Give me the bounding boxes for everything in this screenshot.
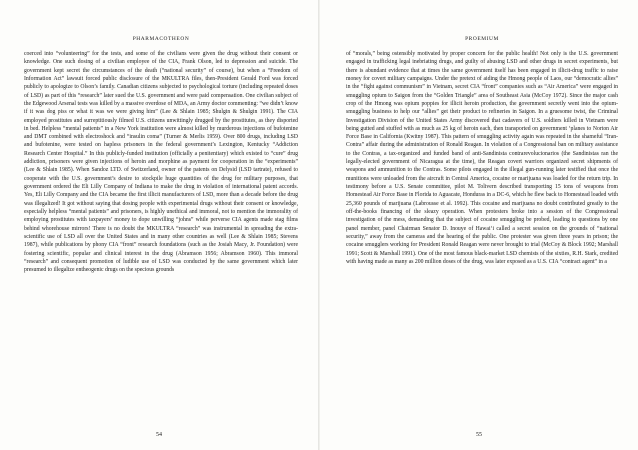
running-head-left: PHARMACOTHEON: [132, 36, 190, 42]
left-page: [0, 0, 318, 450]
page-number-right: 55: [476, 432, 482, 438]
right-page-body: of “morals,” being ostensibly motivated by proper concern for the public health! Not only is the U.S. government engaged in trafficking legal inebriating drugs, and guilty of abusing LSD and other drugs in secret experiments, but there is abundant evidence that at times the same government itself has been engaged in illicit-drug traffic to raise money for covert military campaigns. Under the pretext of aiding the Hmong people of Laos, our “democratic allies” in the “fight against communism” in Vietnam, secret CIA “front” companies such as “Air America” were engaged in smuggling opium to Saigon from the “Golden Triangle” area of Southeast Asia (McCoy 1972). Since the major cash crop of the Hmong was opium poppies for illicit heroin production, the government secretly went into the opium-smuggling business to help our “allies” get their product to refineries in Saigon. In a gruesome twist, the Criminal Investigation Division of the United States Army discovered that cadavers of U.S. soldiers killed in Vietnam were being gutted and stuffed with as much as 25 kg of heroin each, then transported on government ‘planes to Norton Air Force Base in California (Kwitny 1987). This pattern of smuggling activity again was repeated in the shameful “Iran-Contra” affair during the administration of Ronald Reagan. In violation of a Congressional ban on military assistance to the Contras, a tax-organized and funded band of anti-Sandinista contrarevolucionarios (the Sandinistas ran the legally-elected government of Nicaragua at the time), the Reagan covert warriors organized secret shipments of weapons and ammunition to the Contras. Some pilots engaged in the illegal gun-running later testified that once the munitions were unloaded from the aircraft in Central America, cocaine or marijuana was loaded for the return trip. In testimony before a U.S. Senate committee, pilot M. Tolivern described transporting 15 tons of weapons from Homestead Air Force Base in Florida to Aguacate, Honduras in a DC-6, which he flew back to Homestead loaded with 25,360 pounds of marijuana (Labrousse et al. 1992). This cocaine and marijuana no doubt contributed greatly to the off-the-books financing of the sleazy operation. When protesters broke into a session of the Congressional investigation of the mess, demanding that the subject of cocaine smuggling be probed, leading to questions by one panel member, panel Chairman Senator D. Inouye of Hawai‘i called a secret session on the grounds of “national security,” away from the cameras and the hearing of the public. One protester was given three years in prison; the cocaine smugglers working for President Ronald Reagan were never brought to trial (McCoy & Block 1992; Marshall 1991; Scott & Marshall 1991). One of the most famous black-market LSD chemists of the sixties, R.H. Stark, credited with having made as many as 200 million doses of the drug, was later exposed as a U.S. CIA “contract agent” in a: [346, 51, 618, 265]
page-number-left: 54: [156, 432, 162, 438]
right-page: [320, 0, 638, 450]
running-head-right: PROEMIUM: [465, 36, 499, 42]
left-page-body: coerced into “volunteering” for the tests, and some of the civilians were given the drug without their consent or knowledge. One such dosing of a civilian employee of the CIA, Frank Olson, led to depression and suicide. The government kept secret the circumstances of the death (“national security” of course), but when a “Freedom of Information Act” lawsuit forced public disclosure of the MKULTRA files, then-President Gerald Ford was forced publicly to apologize to Olson’s family. Canadian citizens subjected to psychological torture (including repeated doses of LSD) as part of this “research” later sued the U.S. government and were paid compensation. One civilian subject of the Edgewood Arsenal tests was killed by a massive overdose of MDA, an Army doctor commenting: “we didn’t know if it was dog piss or what it was we were giving him” (Lee & Shlain 1985; Shulgin & Shulgin 1991). The CIA employed prostitutes and surreptitiously filmed U.S. citizens unwittingly drugged by the prostitutes, as they disported in bed. Helpless “mental patients” in a New York institution were almost killed by murderous injections of bufotenine and DMT combined with electroshock and “insulin coma” (Turner & Merlis 1959). Over 800 drugs, including LSD and bufotenine, were tested on hapless prisoners in the federal government’s Lexington, Kentucky “Addiction Research Center Hospital.” In this publicly-funded institution (officially a penitentiary) which existed to “cure” drug addiction, prisoners were given injections of heroin and morphine as payment for cooperation in the “experiments” (Lee & Shlain 1985). When Sandoz LTD. of Switzerland, owner of the patents on Delysid (LSD tartrate), refused to cooperate with the U.S. government’s desire to stockpile huge quantities of the drug for military purposes, that government ordered the Eli Lilly Company of Indiana to make the drug in violation of international patent accords. Yes, Eli Lilly Company and the CIA became the first illicit manufacturers of LSD, more than a decade before the drug was illegalized! It got without saying that dosing people with experimental drugs without their consent or knowledge, especially helpless “mental patients” and prisoners, is highly unethical and immoral, not to mention the immorality of employing prostitutes with taxpayers’ money to dope unwilling “johns” while perverse CIA agents made stag films behind whorehouse mirrors! There is no doubt the MKULTRA “research” was instrumental in spreading the extra-scientific use of LSD all over the United States and in many other countries as well (Lee & Shlain 1985; Stevens 1987), while publications by phony CIA “front” research foundations (such as the Josiah Macy, Jr. Foundation) were fostering scientific, popular and clinical interest in the drug (Abramson 1956; Abramson 1960). This immoral “research” and consequent promotion of ludible use of LSD was conducted by the same government which later presumed to illegalize entheogenic drugs on the specious grounds: [24, 51, 298, 274]
